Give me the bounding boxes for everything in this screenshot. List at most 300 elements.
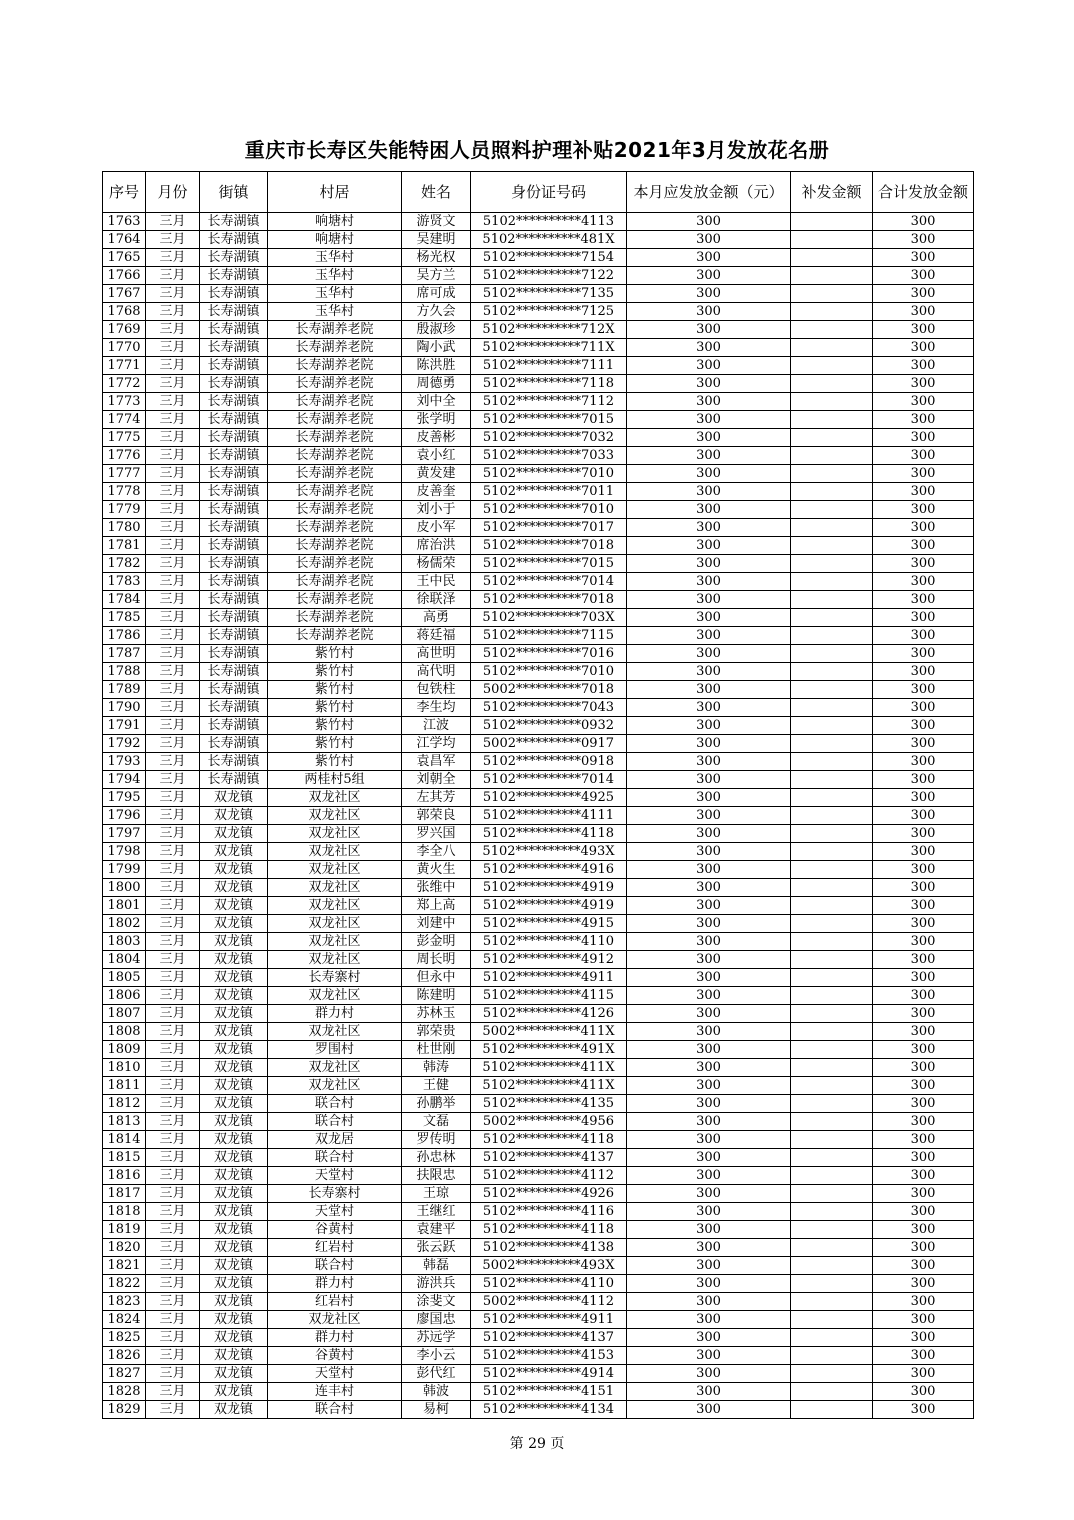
cell-id-number: 5102**********703X: [471, 609, 627, 627]
cell-due-amount: 300: [627, 1275, 791, 1293]
cell-id-number: 5102**********4153: [471, 1347, 627, 1365]
cell-id-number: 5102**********712X: [471, 321, 627, 339]
cell-id-number: 5102**********4138: [471, 1239, 627, 1257]
cell-village: 双龙社区: [268, 897, 402, 915]
cell-total-amount: 300: [873, 753, 974, 771]
cell-town: 长寿湖镇: [200, 249, 268, 267]
cell-total-amount: 300: [873, 1131, 974, 1149]
cell-seq: 1812: [103, 1095, 146, 1113]
cell-name: 彭代红: [402, 1365, 471, 1383]
cell-village: 长寿寨村: [268, 969, 402, 987]
cell-supplement-amount: [791, 807, 873, 825]
cell-total-amount: 300: [873, 915, 974, 933]
cell-id-number: 5102**********4911: [471, 1311, 627, 1329]
cell-month: 三月: [146, 339, 200, 357]
cell-id-number: 5102**********4919: [471, 879, 627, 897]
table-row: [103, 1095, 974, 1113]
cell-total-amount: 300: [873, 411, 974, 429]
cell-town: 双龙镇: [200, 1221, 268, 1239]
table-row: [103, 591, 974, 609]
cell-seq: 1779: [103, 501, 146, 519]
cell-total-amount: 300: [873, 1347, 974, 1365]
cell-due-amount: 300: [627, 1401, 791, 1419]
cell-name: 罗传明: [402, 1131, 471, 1149]
cell-month: 三月: [146, 699, 200, 717]
cell-month: 三月: [146, 1041, 200, 1059]
cell-id-number: 5102**********7112: [471, 393, 627, 411]
cell-name: 高世明: [402, 645, 471, 663]
cell-due-amount: 300: [627, 357, 791, 375]
cell-month: 三月: [146, 1293, 200, 1311]
table-row: [103, 1275, 974, 1293]
cell-seq: 1811: [103, 1077, 146, 1095]
cell-seq: 1816: [103, 1167, 146, 1185]
cell-due-amount: 300: [627, 1239, 791, 1257]
cell-total-amount: 300: [873, 501, 974, 519]
cell-town: 长寿湖镇: [200, 339, 268, 357]
cell-supplement-amount: [791, 735, 873, 753]
cell-town: 双龙镇: [200, 1329, 268, 1347]
cell-seq: 1804: [103, 951, 146, 969]
cell-total-amount: 300: [873, 1365, 974, 1383]
cell-supplement-amount: [791, 1167, 873, 1185]
cell-seq: 1828: [103, 1383, 146, 1401]
cell-due-amount: 300: [627, 1221, 791, 1239]
cell-due-amount: 300: [627, 1149, 791, 1167]
cell-town: 双龙镇: [200, 1023, 268, 1041]
cell-supplement-amount: [791, 789, 873, 807]
cell-supplement-amount: [791, 285, 873, 303]
cell-id-number: 5102**********7014: [471, 771, 627, 789]
cell-seq: 1820: [103, 1239, 146, 1257]
cell-village: 长寿寨村: [268, 1185, 402, 1203]
cell-name: 皮善彬: [402, 429, 471, 447]
cell-name: 韩磊: [402, 1257, 471, 1275]
cell-seq: 1778: [103, 483, 146, 501]
cell-due-amount: 300: [627, 501, 791, 519]
cell-seq: 1766: [103, 267, 146, 285]
page-title: 重庆市长寿区失能特困人员照料护理补贴2021年3月发放花名册: [244, 138, 830, 162]
cell-month: 三月: [146, 1221, 200, 1239]
cell-due-amount: 300: [627, 375, 791, 393]
cell-id-number: 5102**********7032: [471, 429, 627, 447]
cell-village: 联合村: [268, 1149, 402, 1167]
cell-village: 紫竹村: [268, 681, 402, 699]
cell-name: 包铁柱: [402, 681, 471, 699]
cell-due-amount: 300: [627, 573, 791, 591]
table-row: [103, 861, 974, 879]
table-row: [103, 681, 974, 699]
cell-village: 长寿湖养老院: [268, 609, 402, 627]
cell-village: 罗围村: [268, 1041, 402, 1059]
cell-seq: 1826: [103, 1347, 146, 1365]
cell-village: 联合村: [268, 1113, 402, 1131]
cell-supplement-amount: [791, 897, 873, 915]
cell-id-number: 5102**********4118: [471, 1131, 627, 1149]
table-row: [103, 231, 974, 249]
cell-supplement-amount: [791, 1077, 873, 1095]
cell-name: 袁昌军: [402, 753, 471, 771]
cell-id-number: 5102**********7010: [471, 465, 627, 483]
cell-id-number: 5102**********7111: [471, 357, 627, 375]
cell-town: 双龙镇: [200, 1257, 268, 1275]
table-row: [103, 1329, 974, 1347]
cell-seq: 1798: [103, 843, 146, 861]
cell-town: 双龙镇: [200, 861, 268, 879]
cell-town: 长寿湖镇: [200, 213, 268, 231]
table-row: [103, 447, 974, 465]
cell-seq: 1773: [103, 393, 146, 411]
cell-id-number: 5102**********4137: [471, 1149, 627, 1167]
cell-month: 三月: [146, 717, 200, 735]
table-row: [103, 969, 974, 987]
cell-seq: 1790: [103, 699, 146, 717]
cell-name: 皮小军: [402, 519, 471, 537]
cell-id-number: 5102**********4110: [471, 1275, 627, 1293]
cell-seq: 1819: [103, 1221, 146, 1239]
table-row: [103, 933, 974, 951]
table-row: [103, 537, 974, 555]
cell-id-number: 5102**********4914: [471, 1365, 627, 1383]
cell-total-amount: 300: [873, 1239, 974, 1257]
cell-id-number: 5102**********4925: [471, 789, 627, 807]
cell-town: 双龙镇: [200, 879, 268, 897]
cell-id-number: 5102**********7011: [471, 483, 627, 501]
cell-supplement-amount: [791, 825, 873, 843]
cell-village: 双龙社区: [268, 843, 402, 861]
cell-due-amount: 300: [627, 411, 791, 429]
table-row: [103, 1041, 974, 1059]
cell-seq: 1796: [103, 807, 146, 825]
cell-month: 三月: [146, 357, 200, 375]
cell-total-amount: 300: [873, 627, 974, 645]
cell-month: 三月: [146, 1167, 200, 1185]
cell-supplement-amount: [791, 1185, 873, 1203]
cell-seq: 1829: [103, 1401, 146, 1419]
cell-name: 李生均: [402, 699, 471, 717]
cell-supplement-amount: [791, 951, 873, 969]
cell-supplement-amount: [791, 1131, 873, 1149]
cell-supplement-amount: [791, 393, 873, 411]
cell-name: 扶限忠: [402, 1167, 471, 1185]
cell-village: 长寿湖养老院: [268, 357, 402, 375]
cell-due-amount: 300: [627, 1095, 791, 1113]
table-row: [103, 735, 974, 753]
cell-supplement-amount: [791, 1095, 873, 1113]
cell-total-amount: 300: [873, 825, 974, 843]
cell-village: 长寿湖养老院: [268, 339, 402, 357]
cell-total-amount: 300: [873, 1185, 974, 1203]
cell-village: 天堂村: [268, 1203, 402, 1221]
cell-id-number: 5102**********0932: [471, 717, 627, 735]
cell-name: 高勇: [402, 609, 471, 627]
cell-town: 长寿湖镇: [200, 663, 268, 681]
cell-town: 长寿湖镇: [200, 573, 268, 591]
cell-town: 长寿湖镇: [200, 609, 268, 627]
cell-name: 杨光权: [402, 249, 471, 267]
cell-month: 三月: [146, 465, 200, 483]
cell-month: 三月: [146, 321, 200, 339]
cell-name: 郑上高: [402, 897, 471, 915]
cell-total-amount: 300: [873, 591, 974, 609]
cell-month: 三月: [146, 969, 200, 987]
cell-due-amount: 300: [627, 1077, 791, 1095]
cell-due-amount: 300: [627, 1059, 791, 1077]
cell-month: 三月: [146, 213, 200, 231]
cell-due-amount: 300: [627, 321, 791, 339]
cell-seq: 1781: [103, 537, 146, 555]
cell-supplement-amount: [791, 843, 873, 861]
cell-village: 双龙社区: [268, 789, 402, 807]
cell-village: 长寿湖养老院: [268, 411, 402, 429]
cell-total-amount: 300: [873, 1221, 974, 1239]
cell-due-amount: 300: [627, 861, 791, 879]
cell-name: 张云跃: [402, 1239, 471, 1257]
header-village: 村居: [268, 172, 402, 213]
cell-supplement-amount: [791, 1239, 873, 1257]
cell-name: 方久会: [402, 303, 471, 321]
cell-id-number: 5102**********4113: [471, 213, 627, 231]
cell-town: 双龙镇: [200, 1401, 268, 1419]
cell-village: 长寿湖养老院: [268, 627, 402, 645]
cell-month: 三月: [146, 645, 200, 663]
cell-supplement-amount: [791, 231, 873, 249]
cell-id-number: 5002**********7018: [471, 681, 627, 699]
cell-month: 三月: [146, 1059, 200, 1077]
cell-seq: 1772: [103, 375, 146, 393]
cell-due-amount: 300: [627, 645, 791, 663]
cell-town: 双龙镇: [200, 915, 268, 933]
cell-seq: 1805: [103, 969, 146, 987]
cell-village: 长寿湖养老院: [268, 555, 402, 573]
cell-month: 三月: [146, 663, 200, 681]
cell-month: 三月: [146, 411, 200, 429]
cell-name: 高代明: [402, 663, 471, 681]
cell-month: 三月: [146, 897, 200, 915]
table-row: [103, 213, 974, 231]
cell-total-amount: 300: [873, 879, 974, 897]
cell-supplement-amount: [791, 1203, 873, 1221]
cell-supplement-amount: [791, 1059, 873, 1077]
table-row: [103, 555, 974, 573]
table-row: [103, 1167, 974, 1185]
cell-village: 长寿湖养老院: [268, 483, 402, 501]
cell-village: 紫竹村: [268, 699, 402, 717]
cell-total-amount: 300: [873, 1059, 974, 1077]
cell-total-amount: 300: [873, 213, 974, 231]
cell-id-number: 5102**********4911: [471, 969, 627, 987]
cell-name: 陶小武: [402, 339, 471, 357]
cell-seq: 1823: [103, 1293, 146, 1311]
cell-month: 三月: [146, 267, 200, 285]
cell-month: 三月: [146, 609, 200, 627]
cell-id-number: 5102**********7135: [471, 285, 627, 303]
cell-seq: 1806: [103, 987, 146, 1005]
cell-village: 紫竹村: [268, 753, 402, 771]
cell-seq: 1789: [103, 681, 146, 699]
cell-total-amount: 300: [873, 1023, 974, 1041]
table-row: [103, 1203, 974, 1221]
table-row: [103, 699, 974, 717]
cell-month: 三月: [146, 501, 200, 519]
cell-month: 三月: [146, 861, 200, 879]
cell-village: 双龙社区: [268, 879, 402, 897]
cell-due-amount: 300: [627, 1041, 791, 1059]
table-row: [103, 717, 974, 735]
table-body: [103, 213, 974, 1419]
cell-month: 三月: [146, 681, 200, 699]
cell-village: 长寿湖养老院: [268, 447, 402, 465]
cell-village: 紫竹村: [268, 663, 402, 681]
cell-name: 文磊: [402, 1113, 471, 1131]
cell-seq: 1821: [103, 1257, 146, 1275]
cell-total-amount: 300: [873, 483, 974, 501]
cell-seq: 1822: [103, 1275, 146, 1293]
cell-due-amount: 300: [627, 717, 791, 735]
cell-total-amount: 300: [873, 1275, 974, 1293]
cell-village: 群力村: [268, 1275, 402, 1293]
cell-id-number: 5102**********493X: [471, 843, 627, 861]
cell-id-number: 5102**********7154: [471, 249, 627, 267]
cell-village: 长寿湖养老院: [268, 519, 402, 537]
cell-town: 双龙镇: [200, 1041, 268, 1059]
cell-month: 三月: [146, 915, 200, 933]
table-row: [103, 753, 974, 771]
cell-seq: 1784: [103, 591, 146, 609]
table-row: [103, 1311, 974, 1329]
cell-town: 双龙镇: [200, 789, 268, 807]
cell-name: 左其芳: [402, 789, 471, 807]
table-row: [103, 843, 974, 861]
cell-month: 三月: [146, 231, 200, 249]
table-row: [103, 501, 974, 519]
cell-name: 王中民: [402, 573, 471, 591]
cell-due-amount: 300: [627, 987, 791, 1005]
cell-town: 长寿湖镇: [200, 537, 268, 555]
cell-due-amount: 300: [627, 1329, 791, 1347]
cell-name: 游贤文: [402, 213, 471, 231]
cell-supplement-amount: [791, 861, 873, 879]
cell-name: 江学均: [402, 735, 471, 753]
cell-seq: 1771: [103, 357, 146, 375]
table-row: [103, 1059, 974, 1077]
cell-seq: 1801: [103, 897, 146, 915]
cell-due-amount: 300: [627, 339, 791, 357]
cell-month: 三月: [146, 879, 200, 897]
cell-town: 双龙镇: [200, 1383, 268, 1401]
cell-town: 双龙镇: [200, 951, 268, 969]
cell-town: 双龙镇: [200, 843, 268, 861]
cell-due-amount: 300: [627, 915, 791, 933]
cell-village: 长寿湖养老院: [268, 393, 402, 411]
cell-due-amount: 300: [627, 267, 791, 285]
cell-month: 三月: [146, 987, 200, 1005]
table-row: [103, 789, 974, 807]
cell-id-number: 5102**********4116: [471, 1203, 627, 1221]
cell-seq: 1764: [103, 231, 146, 249]
cell-name: 王琼: [402, 1185, 471, 1203]
table-row: [103, 1149, 974, 1167]
cell-due-amount: 300: [627, 393, 791, 411]
cell-village: 长寿湖养老院: [268, 465, 402, 483]
cell-village: 天堂村: [268, 1365, 402, 1383]
cell-name: 苏远学: [402, 1329, 471, 1347]
cell-id-number: 5102**********4118: [471, 825, 627, 843]
cell-due-amount: 300: [627, 1347, 791, 1365]
table-row: [103, 627, 974, 645]
cell-due-amount: 300: [627, 933, 791, 951]
cell-id-number: 5102**********7014: [471, 573, 627, 591]
cell-village: 双龙社区: [268, 1023, 402, 1041]
cell-month: 三月: [146, 249, 200, 267]
cell-total-amount: 300: [873, 1167, 974, 1185]
cell-id-number: 5102**********7018: [471, 537, 627, 555]
cell-town: 长寿湖镇: [200, 519, 268, 537]
cell-month: 三月: [146, 753, 200, 771]
table-row: [103, 339, 974, 357]
cell-month: 三月: [146, 1113, 200, 1131]
cell-month: 三月: [146, 1095, 200, 1113]
cell-due-amount: 300: [627, 591, 791, 609]
cell-name: 刘小于: [402, 501, 471, 519]
cell-name: 张维中: [402, 879, 471, 897]
cell-name: 杨儒荣: [402, 555, 471, 573]
header-supplement-amount: 补发金额: [791, 172, 873, 213]
cell-id-number: 5102**********4151: [471, 1383, 627, 1401]
cell-supplement-amount: [791, 447, 873, 465]
cell-due-amount: 300: [627, 681, 791, 699]
cell-seq: 1813: [103, 1113, 146, 1131]
cell-village: 长寿湖养老院: [268, 573, 402, 591]
cell-name: 黄发建: [402, 465, 471, 483]
cell-seq: 1807: [103, 1005, 146, 1023]
cell-town: 双龙镇: [200, 1131, 268, 1149]
cell-total-amount: 300: [873, 1041, 974, 1059]
cell-total-amount: 300: [873, 645, 974, 663]
cell-town: 长寿湖镇: [200, 411, 268, 429]
cell-village: 双龙社区: [268, 915, 402, 933]
cell-id-number: 5102**********7043: [471, 699, 627, 717]
cell-name: 王继红: [402, 1203, 471, 1221]
cell-seq: 1785: [103, 609, 146, 627]
cell-month: 三月: [146, 1401, 200, 1419]
cell-village: 双龙社区: [268, 1077, 402, 1095]
cell-seq: 1780: [103, 519, 146, 537]
cell-name: 郭荣良: [402, 807, 471, 825]
cell-name: 游洪兵: [402, 1275, 471, 1293]
cell-village: 玉华村: [268, 303, 402, 321]
cell-month: 三月: [146, 375, 200, 393]
cell-town: 长寿湖镇: [200, 645, 268, 663]
cell-id-number: 5102**********4916: [471, 861, 627, 879]
table-row: [103, 573, 974, 591]
cell-id-number: 5102**********711X: [471, 339, 627, 357]
cell-due-amount: 300: [627, 249, 791, 267]
cell-month: 三月: [146, 1365, 200, 1383]
cell-village: 紫竹村: [268, 717, 402, 735]
table-row: [103, 879, 974, 897]
cell-village: 紫竹村: [268, 735, 402, 753]
cell-due-amount: 300: [627, 519, 791, 537]
header-due-amount: 本月应发放金额（元）: [627, 172, 791, 213]
cell-seq: 1824: [103, 1311, 146, 1329]
cell-name: 易柯: [402, 1401, 471, 1419]
cell-town: 长寿湖镇: [200, 501, 268, 519]
cell-name: 黄火生: [402, 861, 471, 879]
cell-due-amount: 300: [627, 969, 791, 987]
cell-seq: 1768: [103, 303, 146, 321]
cell-supplement-amount: [791, 699, 873, 717]
